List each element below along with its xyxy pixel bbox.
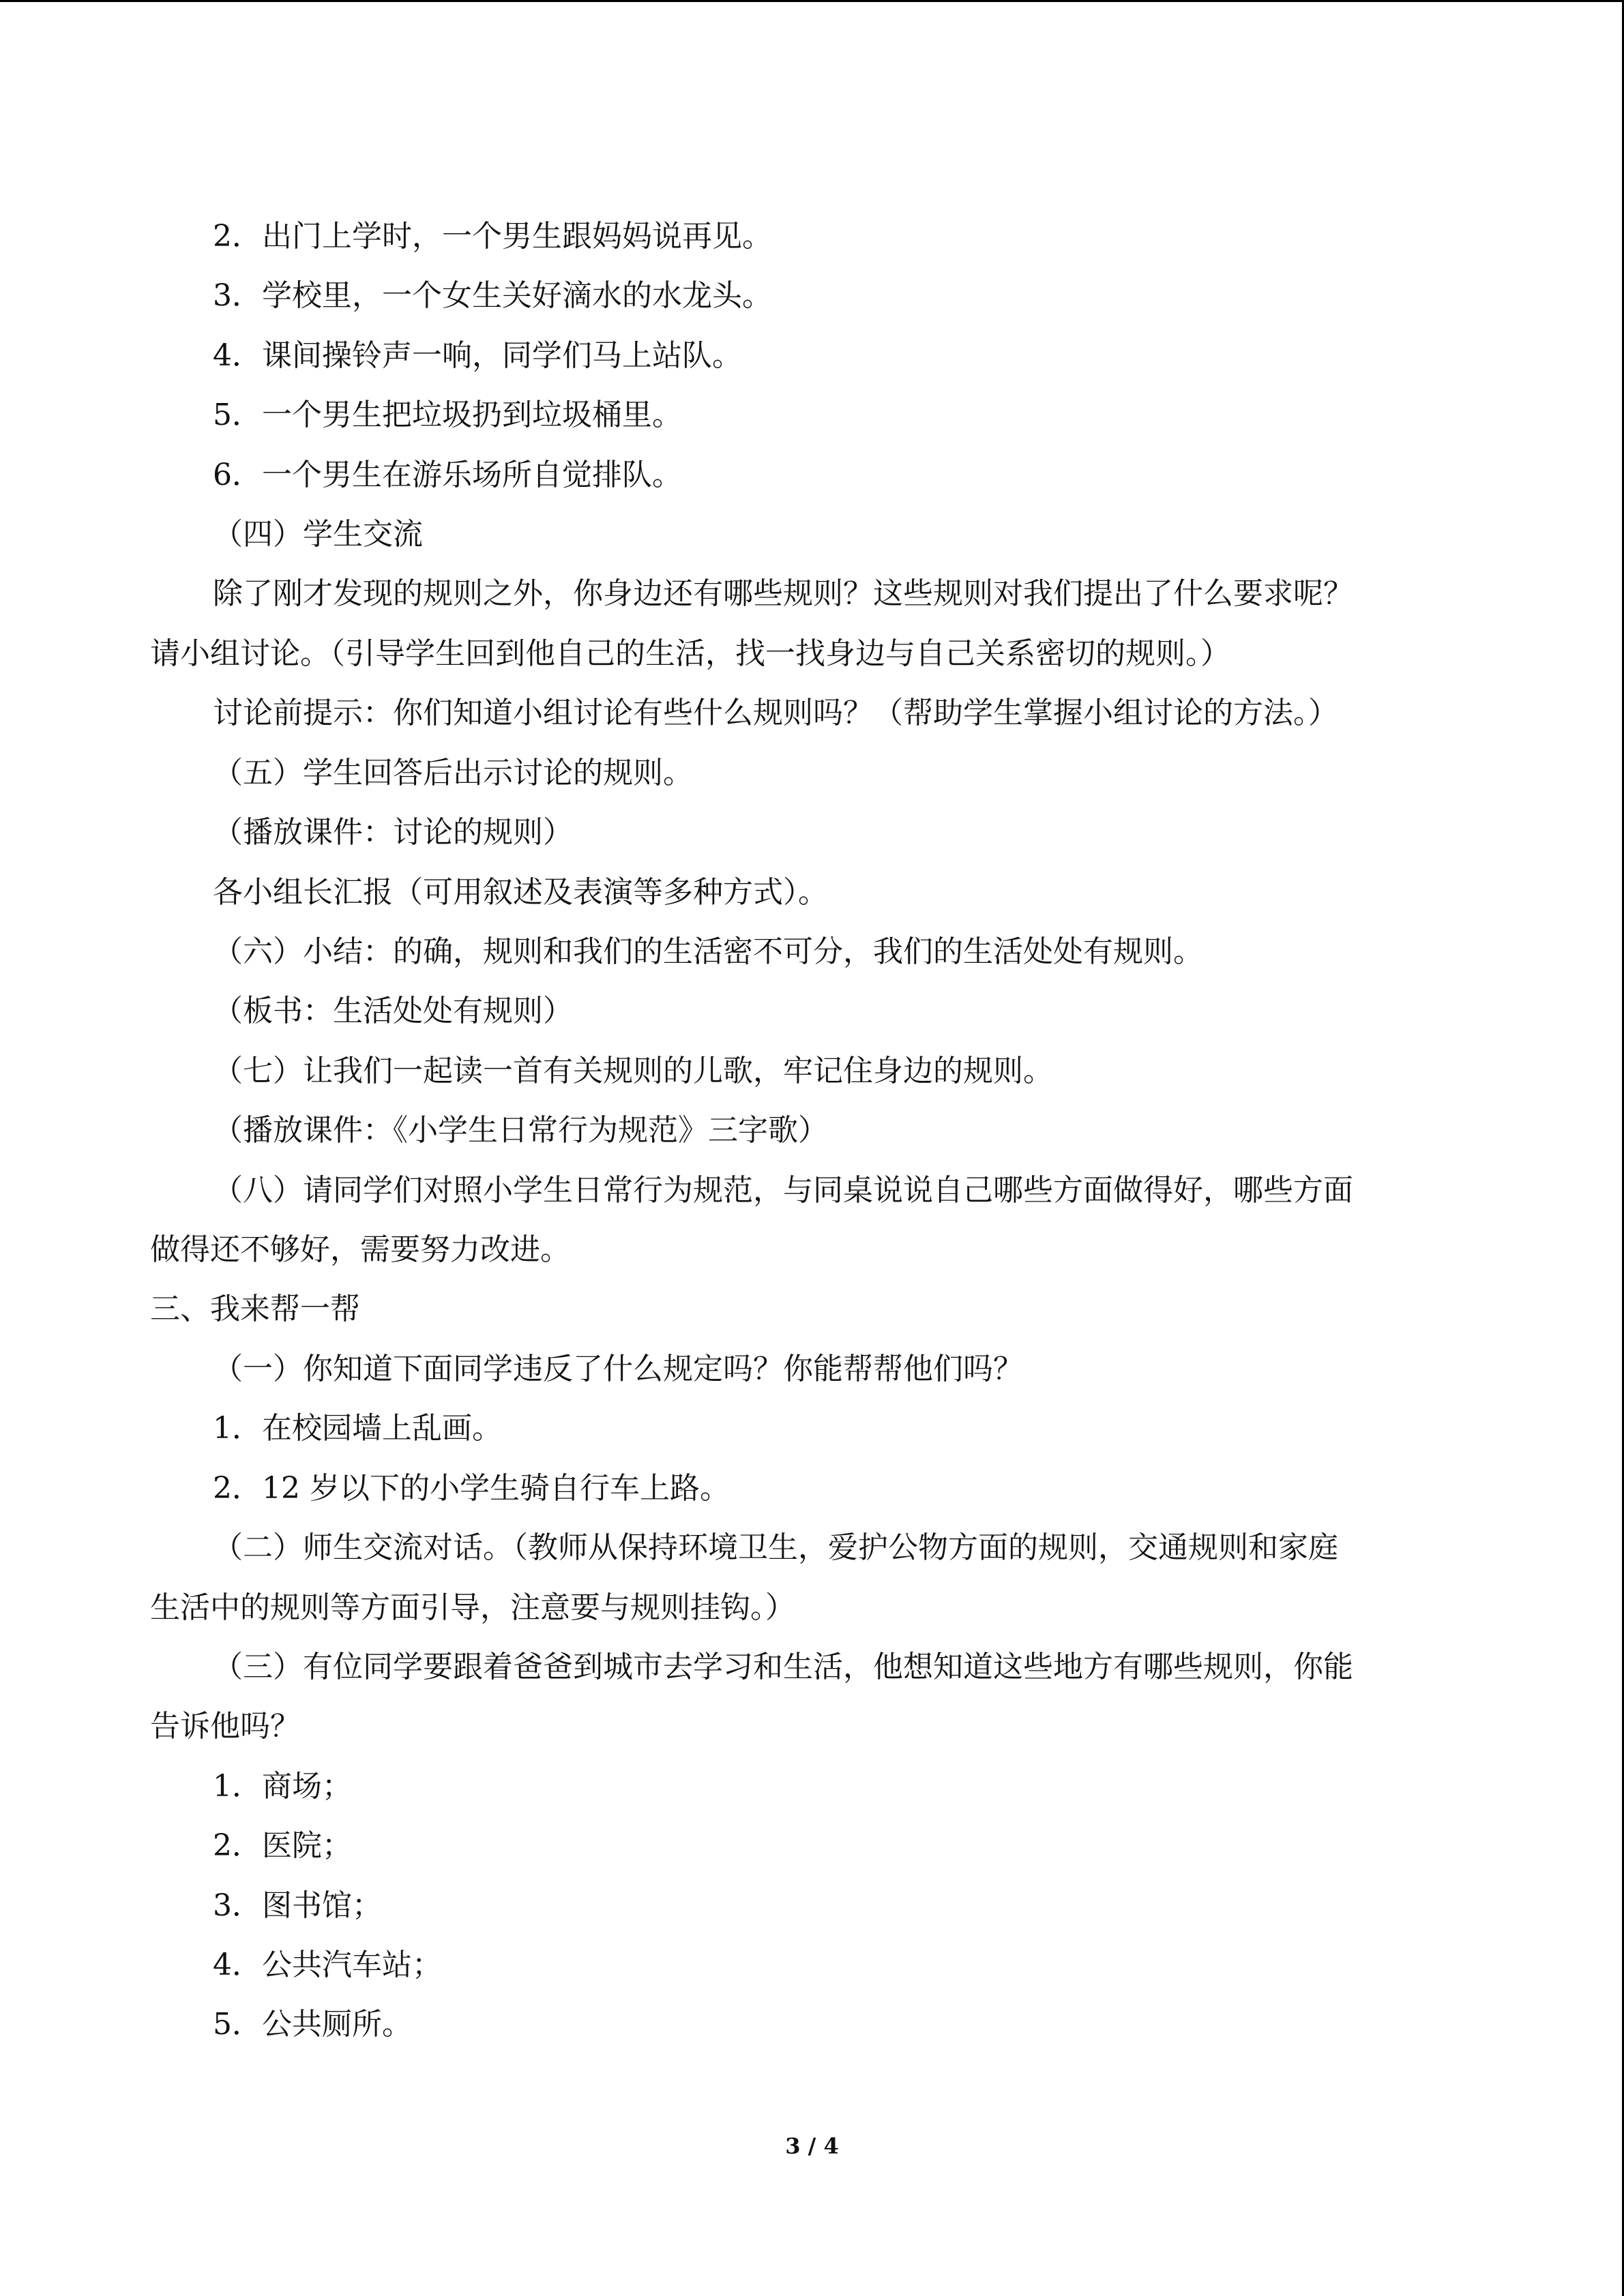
section-heading: （五）学生回答后出示讨论的规则。 <box>213 756 693 790</box>
page-number: 3 / 4 <box>785 2133 839 2159</box>
text-line: 2．出门上学时，一个男生跟妈妈说再见。 <box>213 219 772 254</box>
paragraph-line: 做得还不够好，需要努力改进。 <box>150 1232 570 1267</box>
section-heading: （一）你知道下面同学违反了什么规定吗？你能帮帮他们吗？ <box>213 1352 1023 1386</box>
paragraph-line: 讨论前提示：你们知道小组讨论有些什么规则吗？（帮助学生掌握小组讨论的方法。） <box>213 696 1338 730</box>
list-item: 2．医院； <box>213 1828 352 1863</box>
paragraph-line: （二）师生交流对话。（教师从保持环境卫生，爱护公物方面的规则，交通规则和家庭 <box>213 1530 1338 1565</box>
paragraph-line: （三）有位同学要跟着爸爸到城市去学习和生活，他想知道这些地方有哪些规则，你能 <box>213 1650 1353 1684</box>
section-heading: （七）让我们一起读一首有关规则的儿歌，牢记住身边的规则。 <box>213 1054 1053 1088</box>
list-item: 5．公共厕所。 <box>213 2007 412 2042</box>
list-item: 4．公共汽车站； <box>213 1948 442 1982</box>
text-line: （板书：生活处处有规则） <box>213 994 573 1028</box>
paragraph-line: （八）请同学们对照小学生日常行为规范，与同桌说说自己哪些方面做得好，哪些方面 <box>213 1173 1353 1208</box>
text-line: 各小组长汇报（可用叙述及表演等多种方式）。 <box>213 875 828 910</box>
text-line: 3．学校里，一个女生关好滴水的水龙头。 <box>213 278 772 313</box>
text-line: 6．一个男生在游乐场所自觉排队。 <box>213 458 682 492</box>
list-item: 1．商场； <box>213 1769 352 1804</box>
text-line: 2．12 岁以下的小学生骑自行车上路。 <box>213 1471 730 1506</box>
paragraph-line: 告诉他吗？ <box>150 1709 300 1744</box>
text-line: （播放课件：讨论的规则） <box>213 815 573 850</box>
paragraph-line: 生活中的规则等方面引导，注意要与规则挂钩。） <box>150 1590 795 1625</box>
section-heading: （六）小结：的确，规则和我们的生活密不可分，我们的生活处处有规则。 <box>213 934 1203 969</box>
text-line: 4．课间操铃声一响，同学们马上站队。 <box>213 338 742 373</box>
chapter-heading: 三、我来帮一帮 <box>150 1292 360 1326</box>
page-top-border <box>0 0 1624 2</box>
section-heading: （四）学生交流 <box>213 517 423 552</box>
paragraph-line: 除了刚才发现的规则之外，你身边还有哪些规则？这些规则对我们提出了什么要求呢？ <box>213 576 1353 611</box>
text-line: 5．一个男生把垃圾扔到垃圾桶里。 <box>213 398 682 432</box>
list-item: 3．图书馆； <box>213 1888 382 1923</box>
paragraph-line: 请小组讨论。（引导学生回到他自己的生活，找一找身边与自己关系密切的规则。） <box>150 636 1230 671</box>
text-line: 1．在校园墙上乱画。 <box>213 1411 502 1446</box>
text-line: （播放课件：《小学生日常行为规范》三字歌） <box>213 1113 828 1148</box>
